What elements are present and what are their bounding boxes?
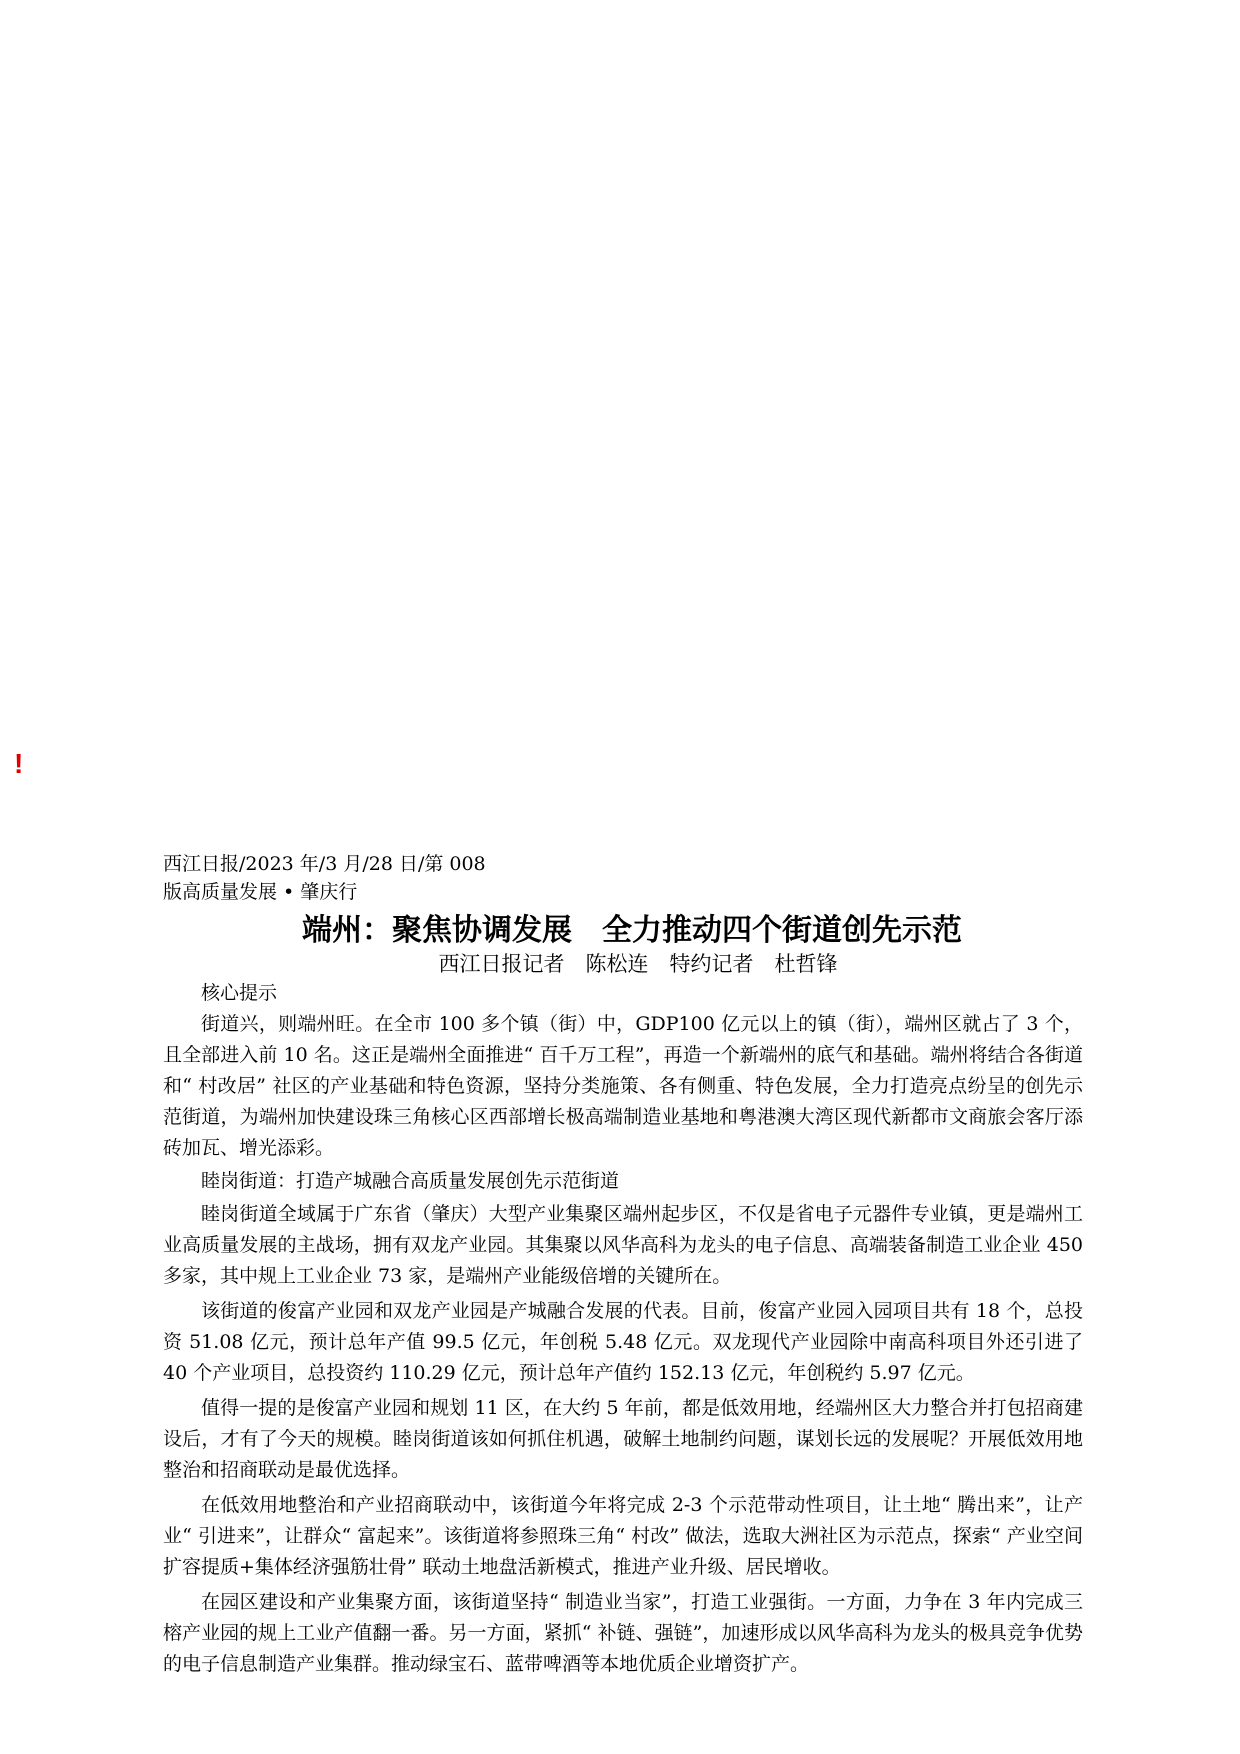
paragraph: 该街道的俊富产业园和双龙产业园是产城融合发展的代表。目前，俊富产业园入园项目共有 18 个，总投资 51.08 亿元，预计总年产值 99.5 亿元，年创税 5.48 亿元。双龙现代产业园除中南高科项目外还引进了 40 个产业项目，总投资约 110.29 亿元，预计总年产值约 152.13 亿元，年创税约 5.97 亿元。 bbox=[163, 1300, 1083, 1384]
section-heading: 睦岗街道：打造产城融合高质量发展创先示范街道 bbox=[201, 1170, 620, 1192]
article bbox=[163, 850, 1083, 1680]
warning-mark: ! bbox=[14, 748, 24, 779]
summary-heading: 核心提示 bbox=[201, 982, 278, 1004]
paragraph: 在低效用地整治和产业招商联动中，该街道今年将完成 2-3 个示范带动性项目，让土地“ 腾出来”，让产业“ 引进来”，让群众“ 富起来”。该街道将参照珠三角“ 村改” 做法，选取大洲社区为示范点，探索“ 产业空间扩容提质+集体经济强筋壮骨” 联动土地盘活新模式，推进产业升级、居民增收。 bbox=[163, 1494, 1083, 1578]
paragraph: 在园区建设和产业集聚方面，该街道坚持“ 制造业当家”，打造工业强街。一方面，力争在 3 年内完成三榕产业园的规上工业产值翻一番。另一方面，紧抓“ 补链、强链”，加速形成以风华高科为龙头的极具竞争优势的电子信息制造产业集群。推动绿宝石、蓝带啤酒等本地优质企业增资扩产。 bbox=[163, 1591, 1083, 1675]
article-headline: 端州：聚焦协调发展 全力推动四个街道创先示范 bbox=[302, 913, 962, 948]
paragraph: 睦岗街道全域属于广东省（肇庆）大型产业集聚区端州起步区，不仅是省电子元器件专业镇，更是端州工业高质量发展的主战场，拥有双龙产业园。其集聚以风华高科为龙头的电子信息、高端装备制造工业企业 450 多家，其中规上工业企业 73 家，是端州产业能级倍增的关键所在。 bbox=[163, 1203, 1083, 1287]
source-line: 西江日报/2023 年/3 月/28 日/第 008 bbox=[163, 853, 486, 875]
article-byline: 西江日报记者 陈松连 特约记者 杜哲锋 bbox=[438, 952, 838, 976]
paragraph: 街道兴，则端州旺。在全市 100 多个镇（街）中，GDP100 亿元以上的镇（街），端州区就占了 3 个，且全部进入前 10 名。这正是端州全面推进“ 百千万工程”，再造一个新端州的底气和基础。端州将结合各街道和“ 村改居” 社区的产业基础和特色资源，坚持分类施策、各有侧重、特色发展，全力打造亮点纷呈的创先示范街道，为端州加快建设珠三角核心区西部增长极高端制造业基地和粤港澳大湾区现代新都市文商旅会客厅添砖加瓦、增光添彩。 bbox=[163, 1013, 1083, 1159]
section-line: 版高质量发展 • 肇庆行 bbox=[163, 881, 358, 903]
paragraph: 值得一提的是俊富产业园和规划 11 区，在大约 5 年前，都是低效用地，经端州区大力整合并打包招商建设后，才有了今天的规模。睦岗街道该如何抓住机遇，破解土地制约问题，谋划长远的发展呢？开展低效用地整治和招商联动是最优选择。 bbox=[163, 1397, 1083, 1481]
